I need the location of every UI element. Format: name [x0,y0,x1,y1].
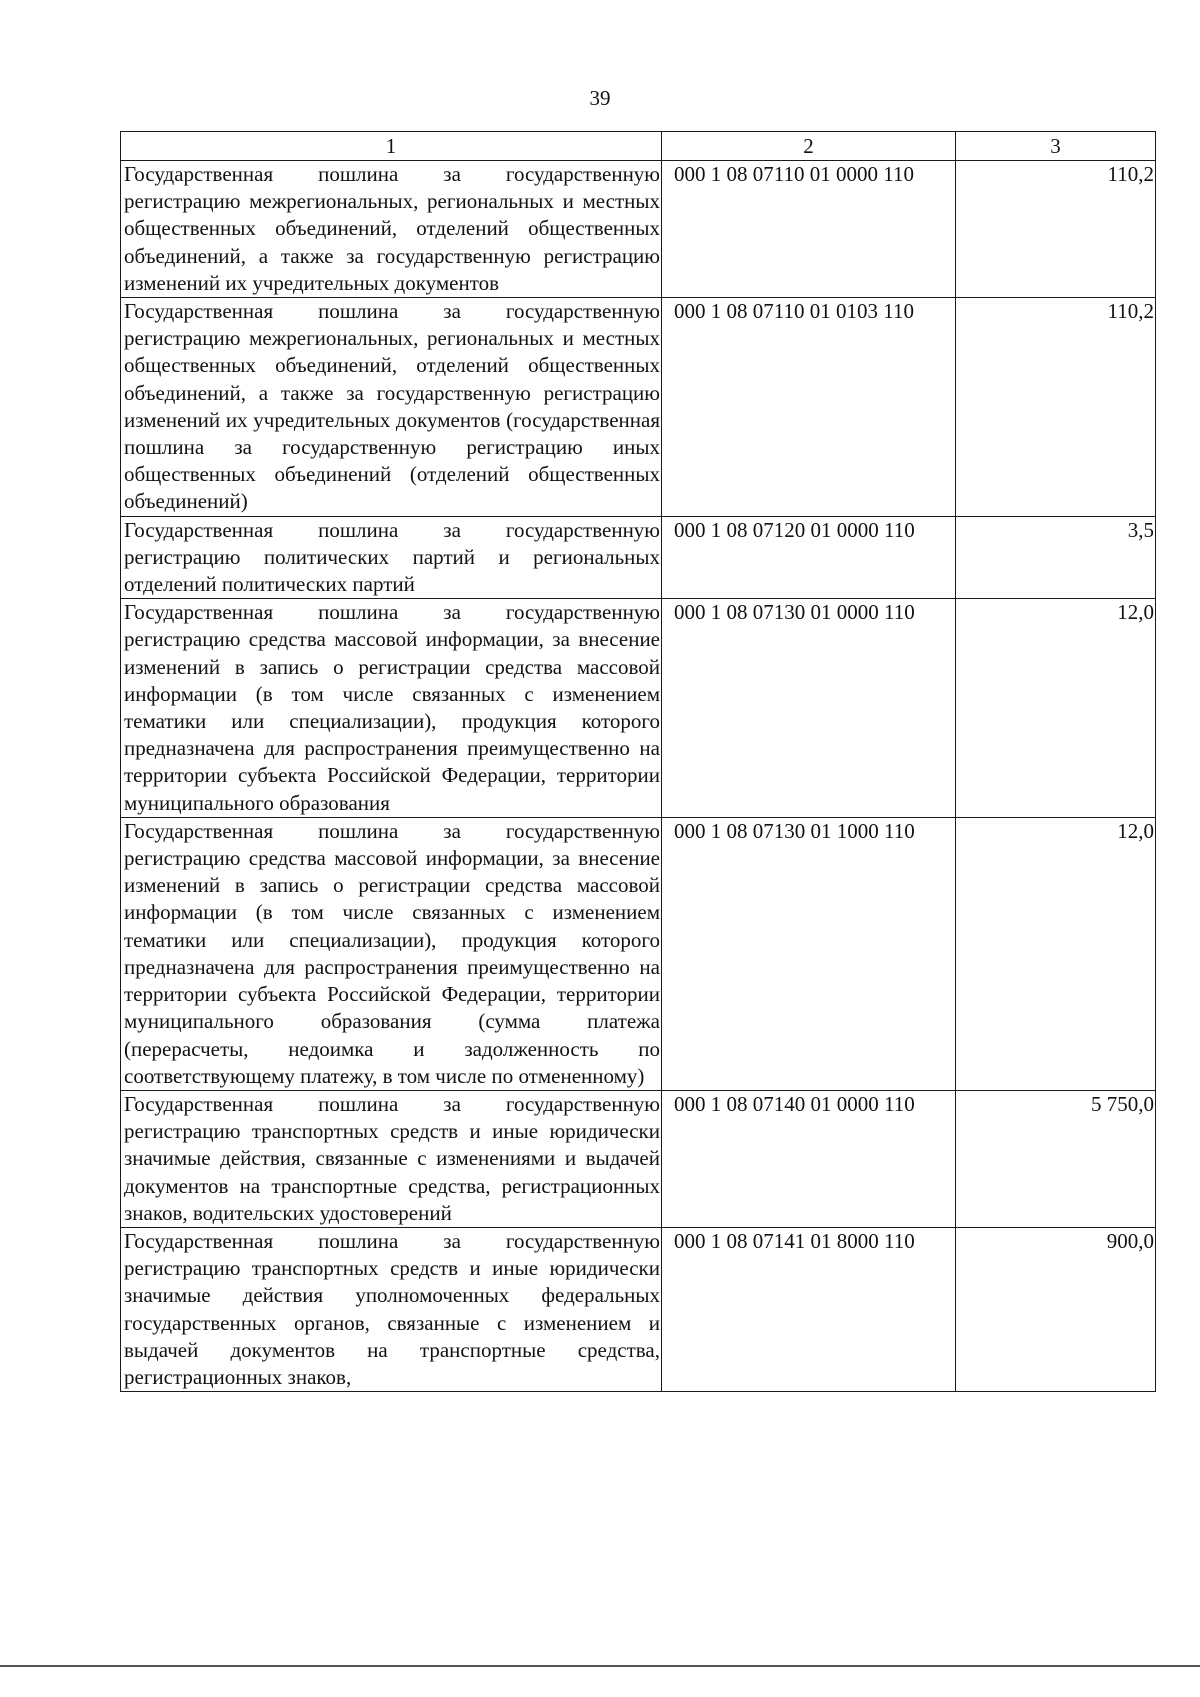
row-code: 000 1 08 07110 01 0103 110 [662,298,956,517]
row-code: 000 1 08 07120 01 0000 110 [662,516,956,599]
page-number: 39 [589,86,611,110]
column-header-amount: 3 [956,132,1156,161]
row-code: 000 1 08 07140 01 0000 110 [662,1090,956,1227]
row-amount: 12,0 [956,599,1156,818]
row-code: 000 1 08 07130 01 0000 110 [662,599,956,818]
row-code: 000 1 08 07110 01 0000 110 [662,161,956,298]
row-description: Государственная пошлина за государственную регистрацию транспортных средств и иные юридически значимые действия уполномоченных федеральных государственных органов, связанные с изменением и выдачей документов на транспортные средства, регистрационных знаков, [121,1227,662,1391]
budget-revenue-table [120,131,1156,1392]
row-amount: 900,0 [956,1227,1156,1391]
row-description: Государственная пошлина за государственную регистрацию межрегиональных, региональных и местных общественных объединений, отделений общественных объединений, а также за государственную регистрацию изменений их учредительных документов (государственная пошлина за государственную регистрацию иных общественных объединений (отделений общественных объединений) [121,298,662,517]
page-bottom-rule [0,1665,1200,1667]
row-description: Государственная пошлина за государственную регистрацию политических партий и региональных отделений политических партий [121,516,662,599]
row-amount: 5 750,0 [956,1090,1156,1227]
row-description: Государственная пошлина за государственную регистрацию средства массовой информации, за внесение изменений в запись о регистрации средства массовой информации (в том числе связанных с изменением тематики или специализации), продукция которого предназначена для распространения преимущественно на территории субъекта Российской Федерации, территории муниципального образования (сумма платежа (перерасчеты, недоимка и задолженность по соответствующему платежу, в том числе по отмененному) [121,817,662,1090]
column-header-code: 2 [662,132,956,161]
row-description: Государственная пошлина за государственную регистрацию транспортных средств и иные юридически значимые действия, связанные с изменениями и выдачей документов на транспортные средства, регистрационных знаков, водительских удостоверений [121,1090,662,1227]
column-header-description: 1 [121,132,662,161]
row-description: Государственная пошлина за государственную регистрацию межрегиональных, региональных и местных общественных объединений, отделений общественных объединений, а также за государственную регистрацию изменений их учредительных документов [121,161,662,298]
row-description: Государственная пошлина за государственную регистрацию средства массовой информации, за внесение изменений в запись о регистрации средства массовой информации (в том числе связанных с изменением тематики или специализации), продукция которого предназначена для распространения преимущественно на территории субъекта Российской Федерации, территории муниципального образования [121,599,662,818]
row-code: 000 1 08 07130 01 1000 110 [662,817,956,1090]
row-code: 000 1 08 07141 01 8000 110 [662,1227,956,1391]
table-row [121,516,1156,599]
row-amount: 3,5 [956,516,1156,599]
table-row [121,599,1156,818]
table-row [121,817,1156,1090]
row-amount: 110,2 [956,298,1156,517]
row-amount: 12,0 [956,817,1156,1090]
table-row [121,161,1156,298]
row-amount: 110,2 [956,161,1156,298]
table-row [121,1227,1156,1391]
table-header-row [121,132,1156,161]
table-row [121,1090,1156,1227]
table-row [121,298,1156,517]
